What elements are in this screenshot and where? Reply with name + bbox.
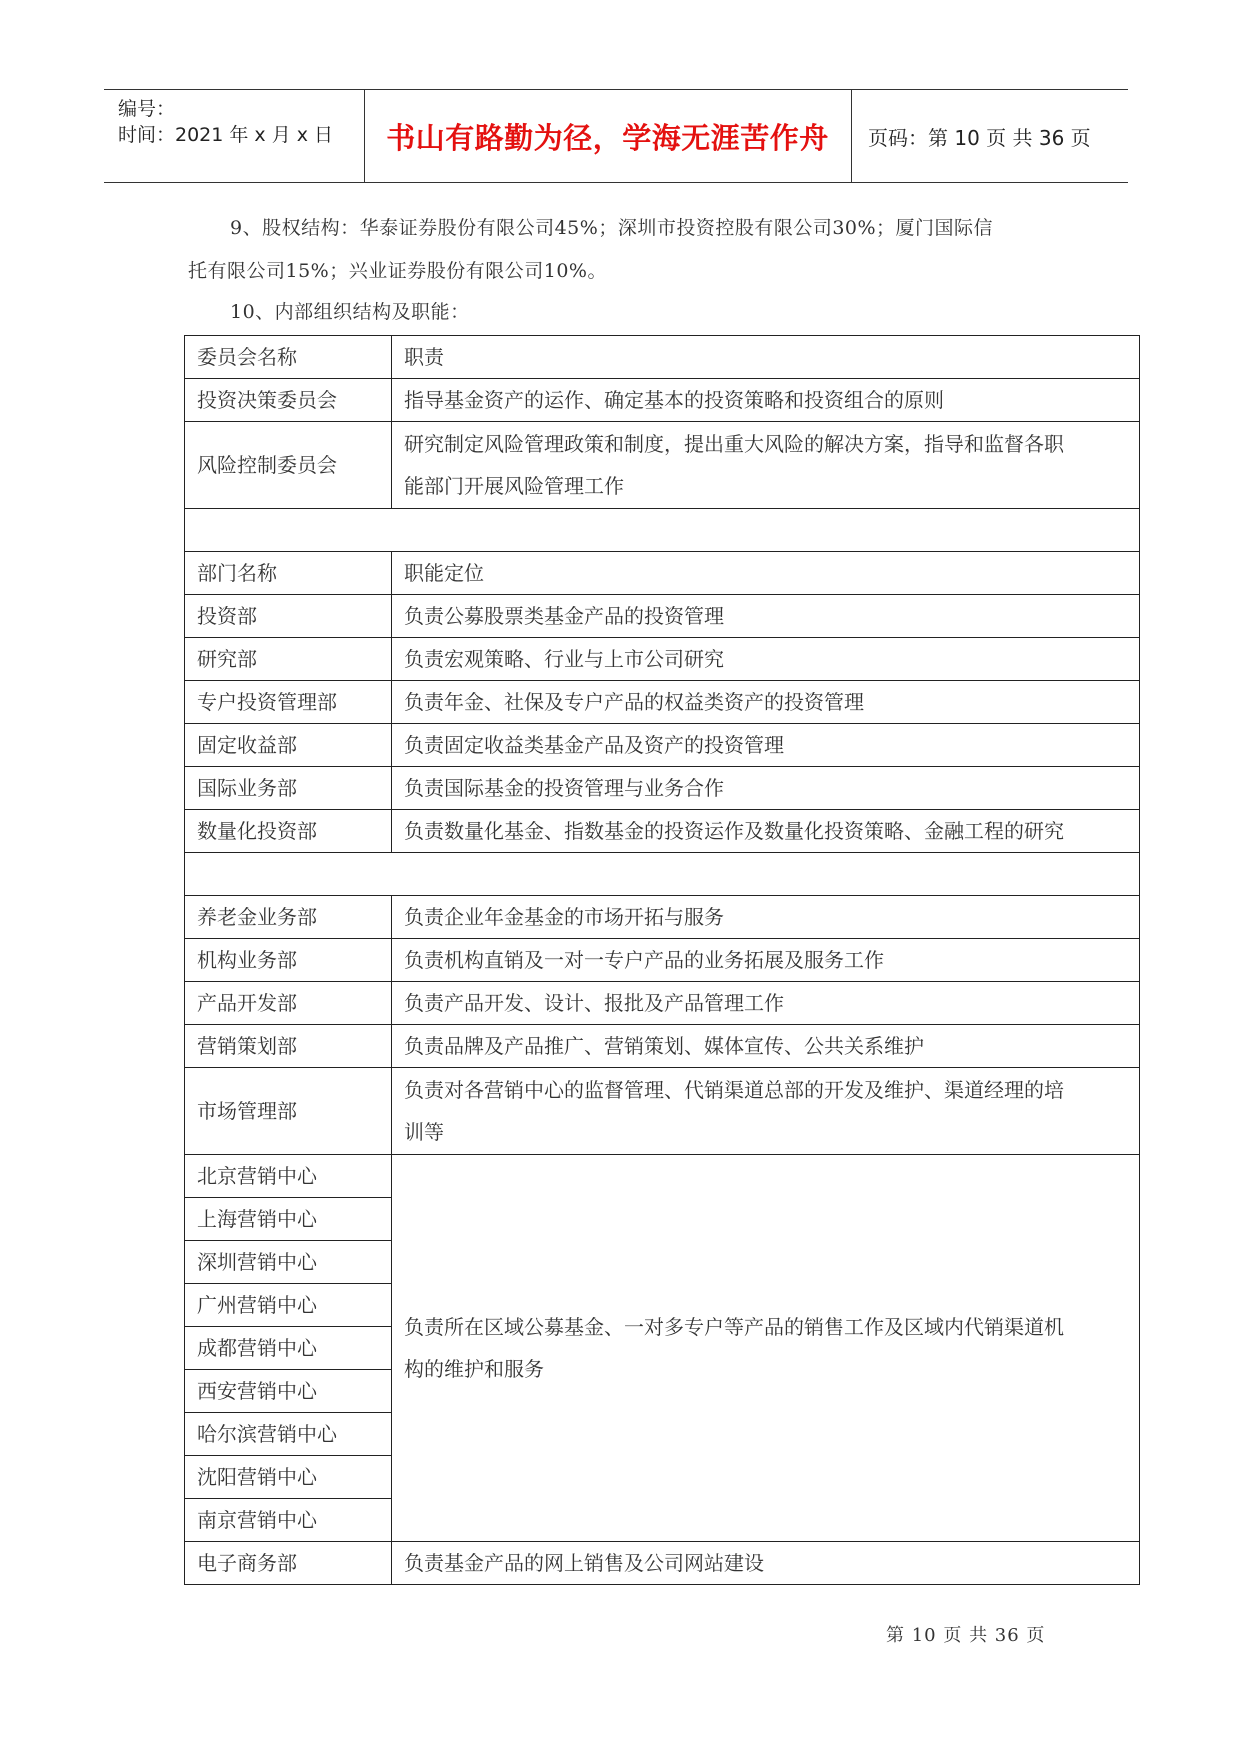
table-row [185,896,1140,939]
table-cell: 专户投资管理部 [185,681,392,724]
header-page-info: 页码：第 10 页 共 36 页 [868,125,1091,150]
table-cell: 机构业务部 [185,939,392,982]
table-cell: 投资部 [185,595,392,638]
table-cell [185,853,1140,896]
table-cell: 委员会名称 [185,336,392,379]
table-cell: 负责宏观策略、行业与上市公司研究 [392,638,1140,681]
table-cell: 负责公募股票类基金产品的投资管理 [392,595,1140,638]
table-cell: 研究部 [185,638,392,681]
table-cell: 负责机构直销及一对一专户产品的业务拓展及服务工作 [392,939,1140,982]
cell-line: 负责对各营销中心的监督管理、代销渠道总部的开发及维护、渠道经理的培 [404,1078,1064,1102]
table-cell: 南京营销中心 [185,1499,392,1542]
table-cell: 部门名称 [185,552,392,595]
table-cell: 负责固定收益类基金产品及资产的投资管理 [392,724,1140,767]
table-cell: 市场管理部 [185,1068,392,1155]
table-cell: 负责国际基金的投资管理与业务合作 [392,767,1140,810]
table-cell: 风险控制委员会 [185,422,392,509]
table-row [185,1155,1140,1198]
table-cell: 沈阳营销中心 [185,1456,392,1499]
table-cell: 养老金业务部 [185,896,392,939]
header-motto: 书山有路勤为径，学海无涯苦作舟 [386,120,829,155]
table-cell [392,422,1140,509]
table-cell: 负责数量化基金、指数基金的投资运作及数量化投资策略、金融工程的研究 [392,810,1140,853]
table-cell: 职能定位 [392,552,1140,595]
table-cell: 西安营销中心 [185,1370,392,1413]
cell-line: 负责所在区域公募基金、一对多专户等产品的销售工作及区域内代销渠道机 [404,1315,1064,1339]
table-row [185,638,1140,681]
table-row [185,1025,1140,1068]
table-cell: 负责基金产品的网上销售及公司网站建设 [392,1542,1140,1585]
cell-line: 构的维护和服务 [404,1357,544,1381]
table-cell: 指导基金资产的运作、确定基本的投资策略和投资组合的原则 [392,379,1140,422]
cell-line: 训等 [404,1120,444,1144]
cell-line: 研究制定风险管理政策和制度，提出重大风险的解决方案，指导和监督各职 [404,432,1064,456]
org-structure-table [184,335,1140,1585]
table-cell: 广州营销中心 [185,1284,392,1327]
table-row [185,422,1140,509]
table-cell: 负责企业年金基金的市场开拓与服务 [392,896,1140,939]
table-cell: 数量化投资部 [185,810,392,853]
table-cell: 产品开发部 [185,982,392,1025]
blank-row [185,853,1140,896]
table-row [185,767,1140,810]
table-cell: 电子商务部 [185,1542,392,1585]
table-cell: 负责品牌及产品推广、营销策划、媒体宣传、公共关系维护 [392,1025,1140,1068]
table-cell: 营销策划部 [185,1025,392,1068]
table-cell [392,1155,1140,1542]
table-row [185,595,1140,638]
cell-line: 能部门开展风险管理工作 [404,474,624,498]
paragraph-equity-line2: 托有限公司15%；兴业证券股份有限公司10%。 [188,260,607,282]
table-row [185,379,1140,422]
document-number-label: 编号： [118,98,176,120]
table-cell: 负责产品开发、设计、报批及产品管理工作 [392,982,1140,1025]
table-cell: 成都营销中心 [185,1327,392,1370]
table-row [185,810,1140,853]
table-row [185,1542,1140,1585]
table-row [185,939,1140,982]
table-header-row [185,552,1140,595]
table-cell: 哈尔滨营销中心 [185,1413,392,1456]
table-cell: 上海营销中心 [185,1198,392,1241]
page-footer: 第 10 页 共 36 页 [886,1625,1046,1646]
table-cell: 职责 [392,336,1140,379]
table-cell: 投资决策委员会 [185,379,392,422]
table-row [185,681,1140,724]
table-cell: 固定收益部 [185,724,392,767]
table-cell: 负责年金、社保及专户产品的权益类资产的投资管理 [392,681,1140,724]
table-cell: 北京营销中心 [185,1155,392,1198]
table-cell [392,1068,1140,1155]
blank-row [185,509,1140,552]
header-meta [104,90,364,182]
table-row [185,724,1140,767]
table-cell: 深圳营销中心 [185,1241,392,1284]
table-row [185,982,1140,1025]
page-header [104,89,1128,183]
table-header-row [185,336,1140,379]
document-time-label: 时间：2021 年 x 月 x 日 [118,124,334,146]
table-cell: 国际业务部 [185,767,392,810]
table-cell [185,509,1140,552]
paragraph-structure-heading: 10、内部组织结构及职能： [230,301,470,323]
paragraph-equity-line1: 9、股权结构：华泰证券股份有限公司45%；深圳市投资控股有限公司30%；厦门国际信 [230,217,994,239]
table-row [185,1068,1140,1155]
